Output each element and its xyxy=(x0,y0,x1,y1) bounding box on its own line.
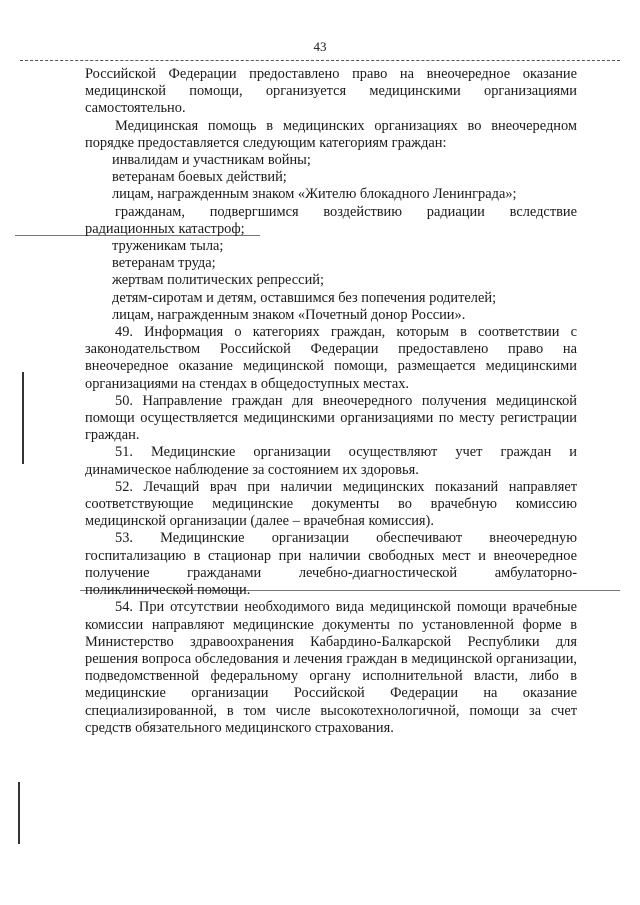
paragraph-54: 54. При отсутствии необходимого вида медицинской помощи врачебные комиссии направляют медицинские документы по установленной форме в Министерство здравоохранения Кабардино-Балкарской Республики для решения вопроса обследования и лечения граждан в медицинской организации, подведомственной федеральному органу исполнительной власти, либо в медицинские организации Российской Федерации на оказание специализированной, в том числе высокотехнологичной, помощи за счет средств обязательного медицинского страхования. xyxy=(85,599,577,736)
paragraph-49: 49. Информация о категориях граждан, которым в соответствии с законодательством Российской Федерации предоставлено право на внеочередное оказание медицинской помощи, размещается медицинскими организациями на стендах в общедоступных местах. xyxy=(85,324,577,392)
paragraph-52: 52. Лечащий врач при наличии медицинских показаний направляет соответствующие медицинские документы во врачебную комиссию медицинской организации (далее – врачебная комиссия). xyxy=(85,478,577,530)
document-body xyxy=(85,66,577,737)
paragraph-53: 53. Медицинские организации обеспечивают внеочередную госпитализацию в стационар при наличии свободных мест и внеочередное получение гражданами лечебно-диагностической амбулаторно-поликлинической помощи. xyxy=(85,530,577,599)
list-item: лицам, награжденным знаком «Жителю блокадного Ленинграда»; xyxy=(112,186,517,203)
list-item: ветеранам боевых действий; xyxy=(112,169,287,186)
scan-mark-left xyxy=(18,782,20,844)
scan-mark-left xyxy=(22,372,24,464)
scan-line-top xyxy=(20,60,620,61)
list-item: детям-сиротам и детям, оставшимся без попечения родителей; xyxy=(112,289,497,306)
list-item: жертвам политических репрессий; xyxy=(112,272,324,289)
list-item: гражданам, подвергшимся воздействию радиации вследствие радиационных катастроф; xyxy=(85,203,577,237)
paragraph-50: 50. Направление граждан для внеочередного получения медицинской помощи осуществляется медицинскими организациями по месту регистрации граждан. xyxy=(85,392,577,444)
list-item: ветеранам труда; xyxy=(112,255,216,272)
page-number: 43 xyxy=(313,39,327,54)
paragraph-51: 51. Медицинские организации осуществляют учет граждан и динамическое наблюдение за состоянием их здоровья. xyxy=(85,444,577,478)
list-item: лицам, награжденным знаком «Почетный донор России». xyxy=(112,306,466,323)
paragraph: Медицинская помощь в медицинских организациях во внеочередном порядке предоставляется следующим категориям граждан: xyxy=(85,117,577,151)
list-item: труженикам тыла; xyxy=(112,238,224,255)
paragraph: Российской Федерации предоставлено право на внеочередное оказание медицинской помощи, организуется медицинскими организациями самостоятельно. xyxy=(85,66,577,117)
list-item: инвалидам и участникам войны; xyxy=(112,152,311,169)
